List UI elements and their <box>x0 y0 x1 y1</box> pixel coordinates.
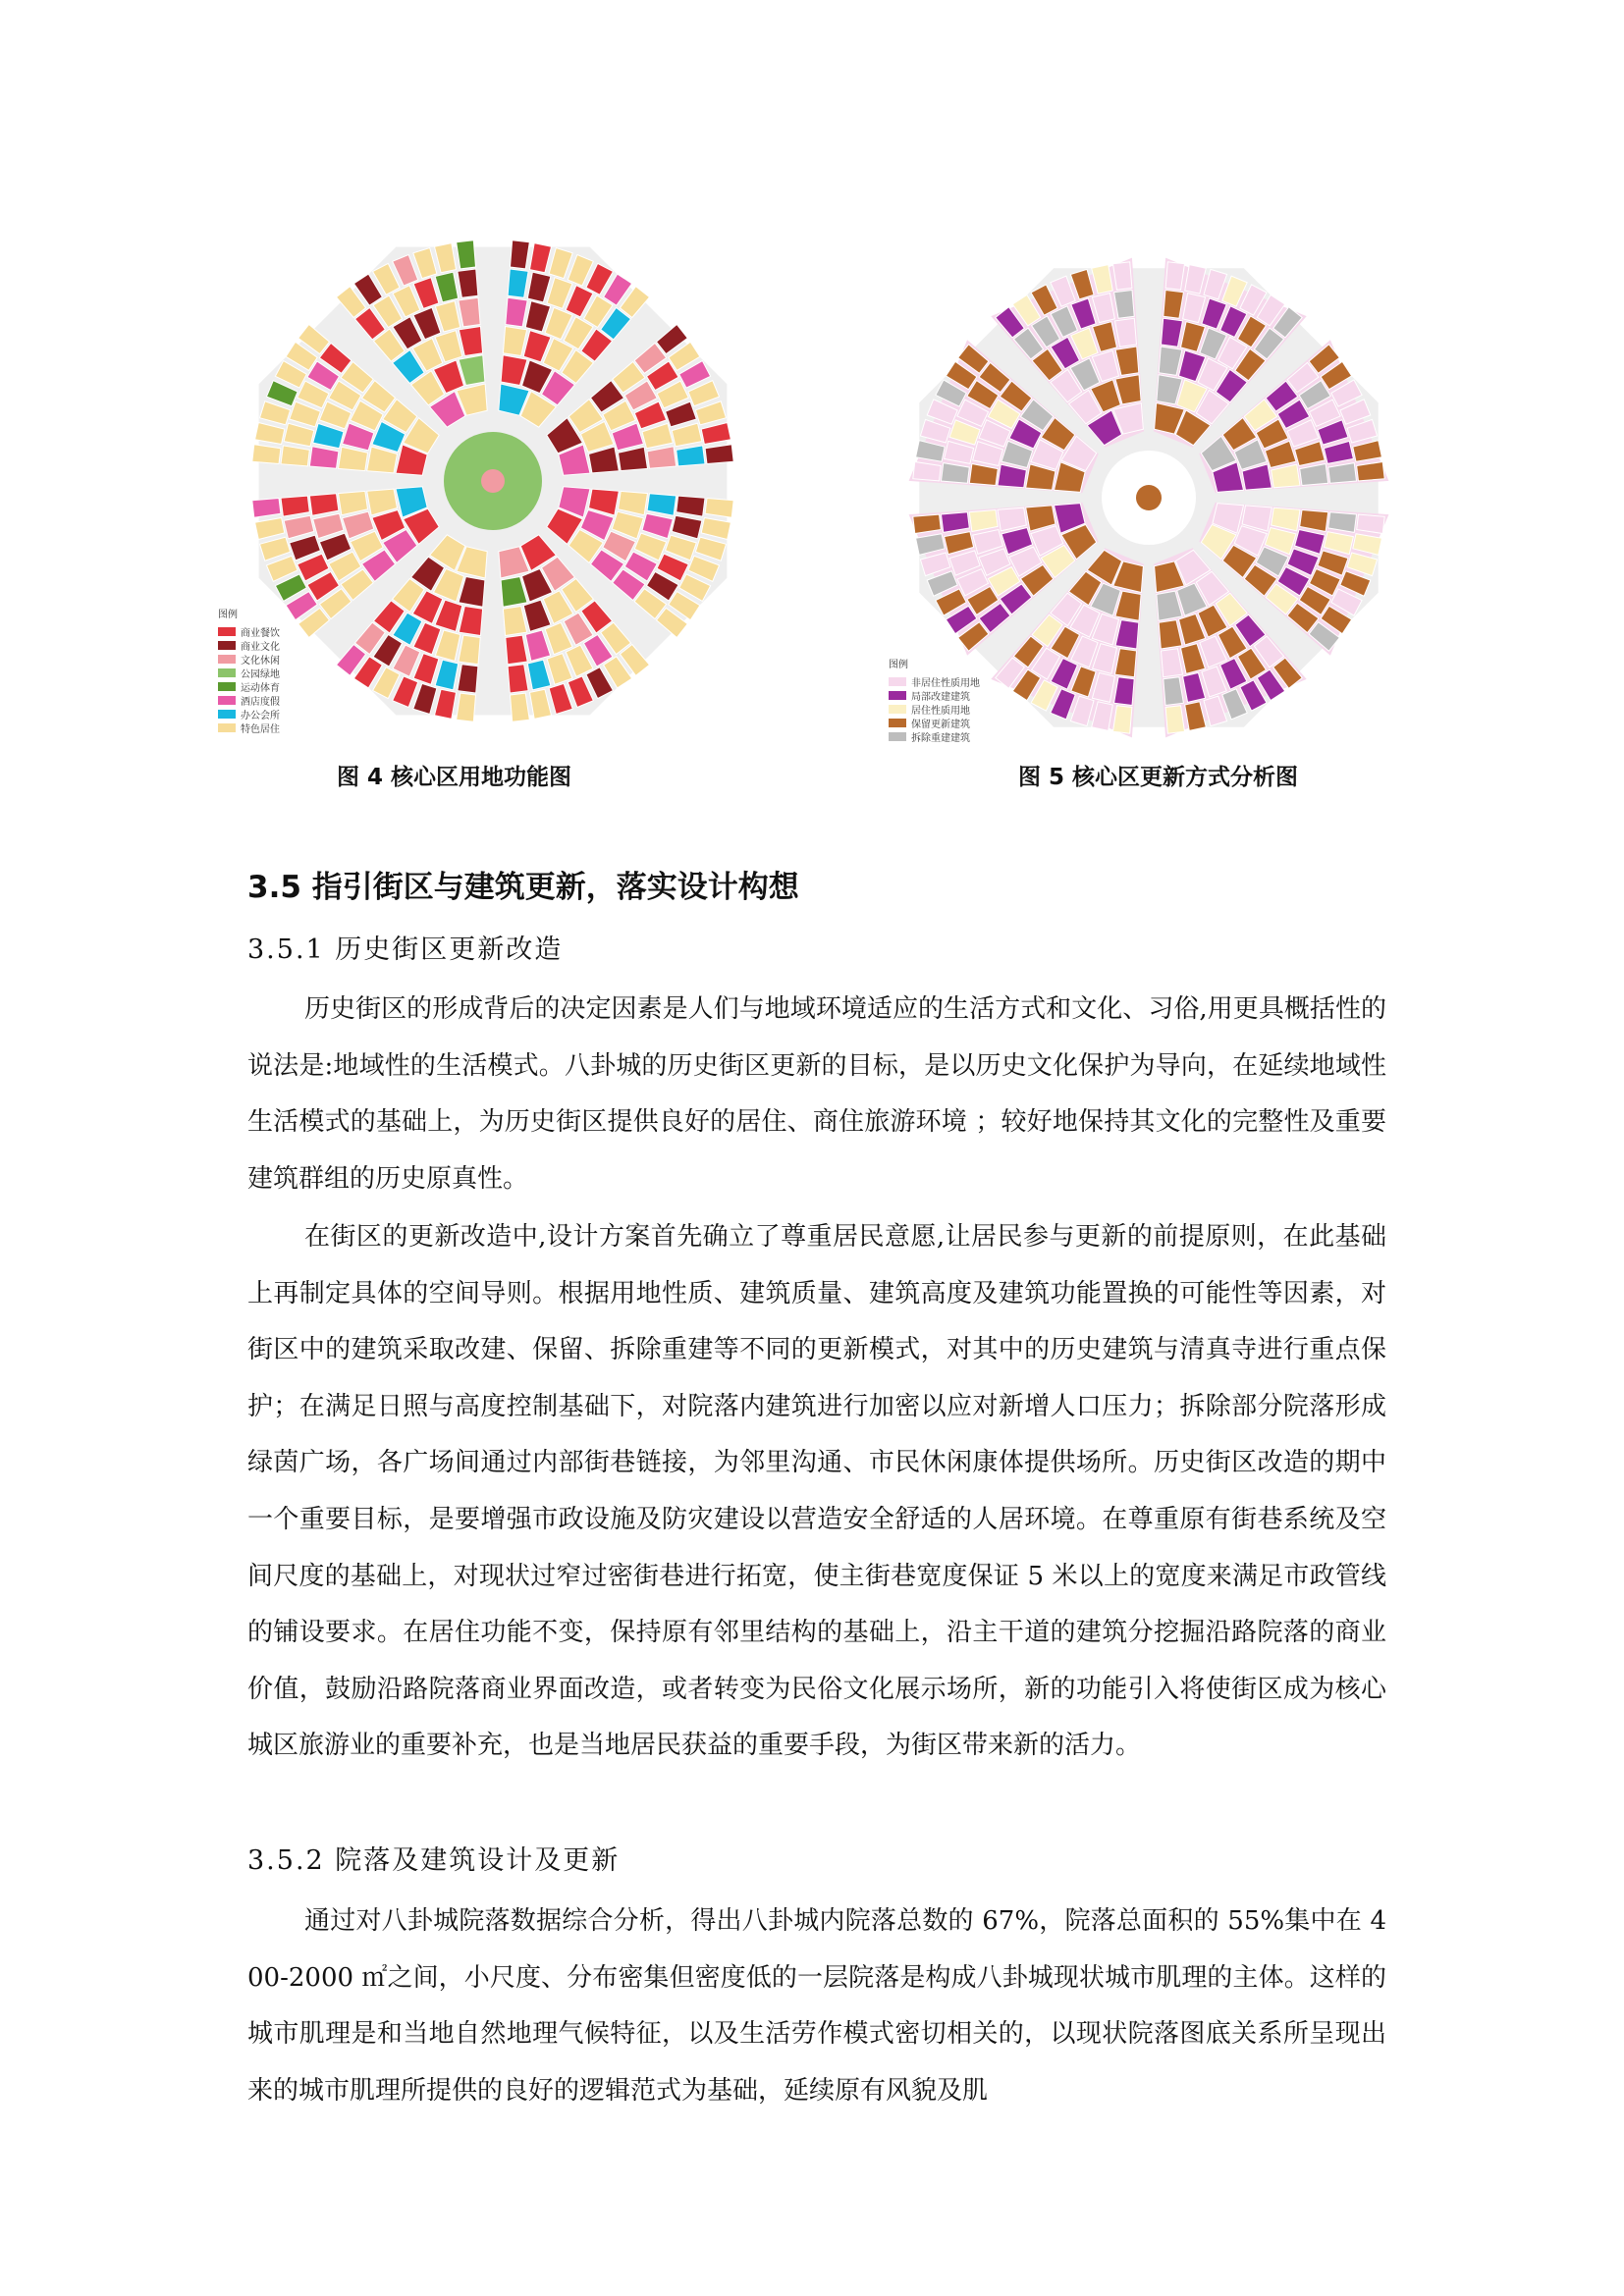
figure-4-land-use-map <box>236 224 746 754</box>
legend-item <box>218 679 280 693</box>
legend-label: 公园绿地 <box>241 668 280 680</box>
central-monument <box>1136 485 1162 510</box>
legend-item <box>218 693 280 707</box>
legend-item <box>889 674 980 688</box>
legend-label: 拆除重建建筑 <box>911 732 970 744</box>
legend-swatch <box>889 732 906 741</box>
parcel <box>1165 262 1184 291</box>
legend-label: 非居住性质用地 <box>911 677 980 689</box>
figure-5-caption: 图 5 核心区更新方式分析图 <box>1018 765 1299 790</box>
parcel <box>705 499 733 518</box>
parcel <box>511 693 530 721</box>
legend-label: 特色居住 <box>241 723 280 735</box>
legend-swatch <box>218 682 236 691</box>
paragraph: 通过对八卦城院落数据综合分析，得出八卦城内院落总数的 67%，院落总面积的 55%集中在 400-2000 ㎡之间，小尺度、分布密集但密度低的一层院落是构成八卦城现状城市肌理的主体。这样的城市肌理是和当地自然地理气候特征，以及生活劳作模式密切相关的，以现状院落图底关系所呈现出来的城市肌理所提供的良好的逻辑范式为基础，延续原有风貌及肌 <box>247 1906 1386 2106</box>
legend-swatch <box>889 719 906 727</box>
legend-item <box>218 721 280 734</box>
parcel <box>1357 462 1385 481</box>
legend-title: 图例 <box>889 660 908 670</box>
legend-swatch <box>218 696 236 705</box>
legend-label: 办公会所 <box>241 710 280 721</box>
parcel <box>1113 262 1132 291</box>
legend-swatch <box>218 627 236 636</box>
legend-swatch <box>889 705 906 714</box>
legend-label: 运动体育 <box>241 682 280 694</box>
legend-item <box>889 716 980 729</box>
section-heading: 3.5 指引街区与建筑更新，落实设计构想 <box>247 870 799 905</box>
legend-swatch <box>889 677 906 686</box>
legend-item <box>889 688 980 702</box>
legend-swatch <box>889 691 906 700</box>
subsection-heading-1: 3.5.1 历史街区更新改造 <box>247 934 564 965</box>
legend-item <box>889 702 980 716</box>
subsection-heading-2: 3.5.2 院落及建筑设计及更新 <box>247 1845 621 1876</box>
parcel <box>913 514 942 533</box>
figure-5-legend <box>889 656 980 743</box>
legend-item <box>218 638 280 652</box>
legend-item <box>218 707 280 721</box>
legend-label: 酒店度假 <box>241 696 280 708</box>
figure-4-caption: 图 4 核心区用地功能图 <box>337 765 572 790</box>
parcel <box>1357 514 1385 533</box>
parcel <box>252 445 281 464</box>
parcel <box>457 693 476 721</box>
legend-label: 局部改建建筑 <box>911 691 970 703</box>
land-use-diagram <box>236 224 746 754</box>
parcel <box>1113 706 1132 734</box>
legend-label: 保留更新建筑 <box>911 719 970 730</box>
legend-title: 图例 <box>218 610 238 620</box>
paragraph: 历史街区的形成背后的决定因素是人们与地域环境适应的生活方式和文化、习俗,用更具概括性的说法是:地域性的生活模式。八卦城的历史街区更新的目标，是以历史文化保护为导向，在延续地域性生活模式的基础上，为历史街区提供良好的居住、商住旅游环境 ；较好地保持其文化的完整性及重要建筑群组的历史原真性。 <box>247 994 1386 1194</box>
central-monument <box>481 469 505 493</box>
paragraph: 在街区的更新改造中,设计方案首先确立了尊重居民意愿,让居民参与更新的前提原则，在此基础上再制定具体的空间导则。根据用地性质、建筑质量、建筑高度及建筑功能置换的可能性等因素，对街区中的建筑采取改建、保留、拆除重建等不同的更新模式，对其中的历史建筑与清真寺进行重点保护；在满足日照与高度控制基础下，对院落内建筑进行加密以应对新增人口压力；拆除部分院落形成绿茵广场，各广场间通过内部街巷链接，为邻里沟通、市民休闲康体提供场所。历史街区改造的期中一个重要目标，是要增强市政设施及防灾建设以营造安全舒适的人居环境。在尊重原有街巷系统及空间尺度的基础上，对现状过窄过密街巷进行拓宽，使主街巷宽度保证 5 米以上的宽度来满足市政管线的铺设要求。在居住功能不变，保持原有邻里结构的基础上，沿主干道的建筑分挖掘沿路院落的商业价值，鼓励沿路院落商业界面改造，或者转变为民俗文化展示场所，新的功能引入将使街区成为核心城区旅游业的重要补充，也是当地居民获益的重要手段，为街区带来新的活力。 <box>247 1222 1386 1761</box>
parcel <box>457 240 476 269</box>
parcel <box>511 240 530 269</box>
legend-item <box>889 729 980 743</box>
parcel <box>252 499 281 518</box>
parcel <box>913 462 942 481</box>
legend-swatch <box>218 710 236 719</box>
legend-swatch <box>218 655 236 664</box>
legend-swatch <box>218 641 236 650</box>
legend-item <box>218 652 280 666</box>
parcel <box>705 445 733 464</box>
figure-4-legend <box>218 606 280 734</box>
legend-label: 商业文化 <box>241 641 280 653</box>
legend-swatch <box>218 723 236 732</box>
parcel <box>1165 706 1184 734</box>
legend-label: 文化休闲 <box>241 655 280 667</box>
legend-label: 居住性质用地 <box>911 705 970 717</box>
legend-item <box>218 624 280 638</box>
legend-label: 商业餐饮 <box>241 627 280 639</box>
legend-item <box>218 666 280 679</box>
legend-swatch <box>218 668 236 677</box>
